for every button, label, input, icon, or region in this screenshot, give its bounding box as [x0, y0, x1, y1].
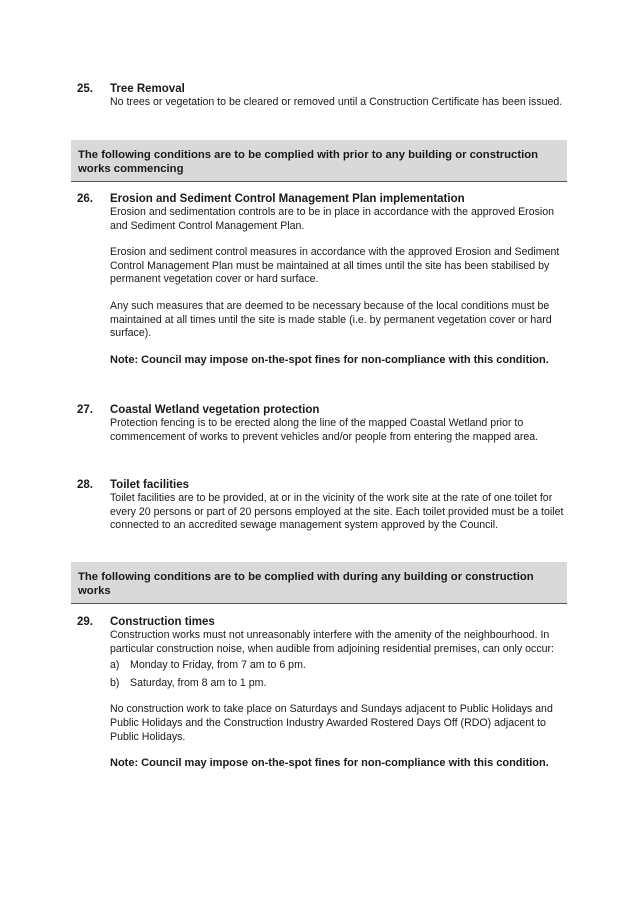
- condition-number: 28.: [77, 479, 93, 491]
- condition-paragraph: Any such measures that are deemed to be necessary because of the local conditions must be maintained at all times until the site is made stable (i.e. by permanent vegetation cover or hard surface).: [110, 299, 552, 340]
- list-text: Saturday, from 8 am to 1 pm.: [130, 676, 267, 689]
- condition-27: [77, 403, 567, 444]
- condition-title: Coastal Wetland vegetation protection: [110, 404, 320, 416]
- condition-paragraph: Erosion and sediment control measures in accordance with the approved Erosion and Sediment Control Management Plan must be maintained at all times until the site has been stabilised by permanent vegetation cover or hard surface.: [110, 246, 560, 286]
- condition-title: Erosion and Sediment Control Management Plan implementation: [110, 193, 465, 205]
- list-marker: a): [110, 659, 120, 672]
- condition-29: [77, 615, 567, 771]
- condition-28: [77, 478, 567, 533]
- condition-25: [77, 82, 567, 110]
- condition-paragraph: Construction works must not unreasonably interfere with the amenity of the neighbourhood. In particular construction noise, when audible from adjoining residential premises, can only occur:: [110, 629, 554, 655]
- fine-note: Note: Council may impose on-the-spot fines for non-compliance with this condition.: [110, 757, 549, 770]
- condition-paragraph: Erosion and sedimentation controls are to be in place in accordance with the approved Erosion and Sediment Control Management Plan.: [110, 206, 555, 232]
- section-heading-band: The following conditions are to be complied with during any building or construction works: [71, 562, 567, 604]
- condition-paragraph: No construction work to take place on Saturdays and Sundays adjacent to Public Holidays and Public Holidays and the Construction Industry Awarded Rostered Days Off (RDO) adjacent to Public Holidays.: [110, 703, 553, 743]
- section-heading-band: The following conditions are to be complied with prior to any building or construction works commencing: [71, 140, 567, 182]
- list-text: Monday to Friday, from 7 am to 6 pm.: [130, 659, 306, 672]
- condition-number: 26.: [77, 193, 93, 205]
- condition-number: 27.: [77, 404, 93, 416]
- list-item: [110, 677, 567, 691]
- condition-number: 25.: [77, 83, 93, 95]
- condition-paragraph: Toilet facilities are to be provided, at or in the vicinity of the work site at the rate of one toilet for every 20 persons or part of 20 persons employed at the site. Each toilet provided must be a toilet connected to an accredited sewage management system approved by the Council.: [110, 492, 564, 532]
- condition-title: Construction times: [110, 616, 215, 628]
- condition-paragraph: Protection fencing is to be erected along the line of the mapped Coastal Wetland prior to commencement of works to prevent vehicles and/or people from entering the mapped area.: [110, 417, 539, 443]
- condition-title: Toilet facilities: [110, 479, 190, 491]
- list-marker: b): [110, 676, 120, 689]
- condition-26: [77, 192, 567, 368]
- condition-title: Tree Removal: [110, 83, 185, 95]
- condition-number: 29.: [77, 616, 93, 628]
- fine-note: Note: Council may impose on-the-spot fines for non-compliance with this condition.: [110, 353, 549, 366]
- condition-paragraph: No trees or vegetation to be cleared or removed until a Construction Certificate has been issued.: [110, 96, 563, 108]
- list-item: [110, 659, 567, 673]
